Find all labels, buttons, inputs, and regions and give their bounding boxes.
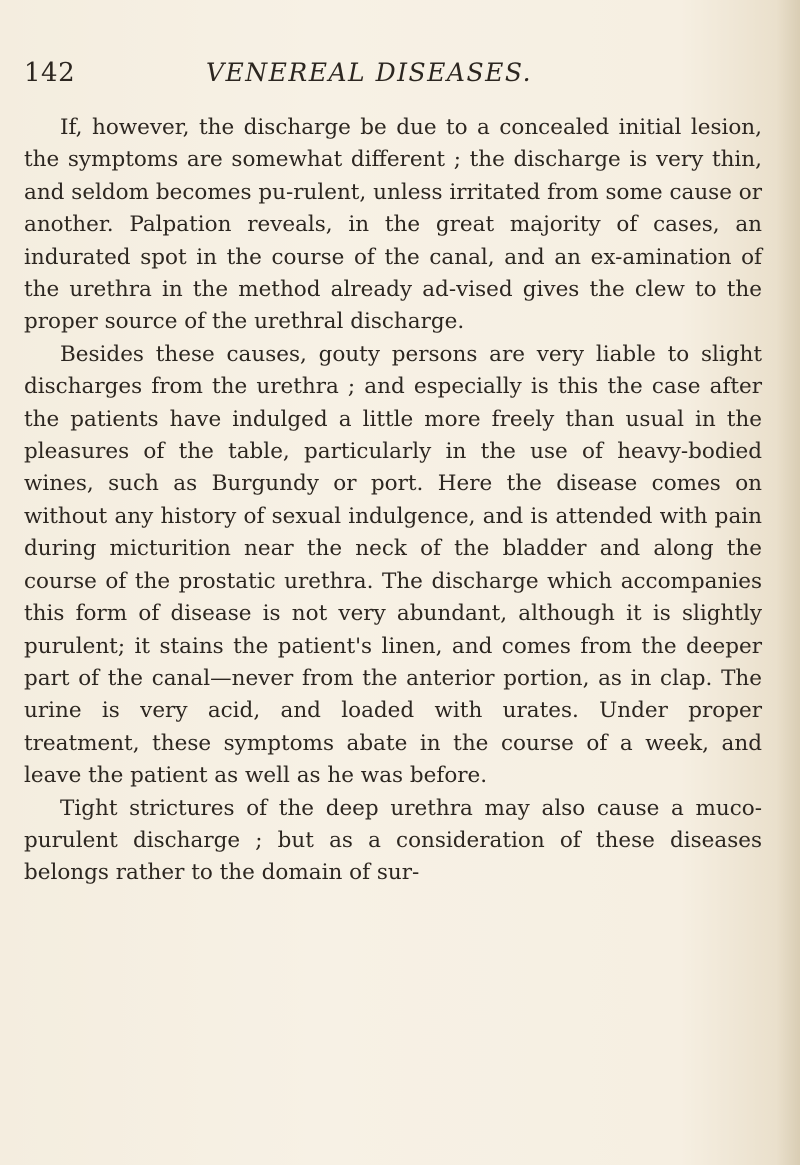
page-number: 142 bbox=[24, 58, 76, 88]
page-header bbox=[24, 58, 764, 94]
running-title: VENEREAL DISEASES. bbox=[206, 58, 533, 87]
paragraph-1: If, however, the discharge be due to a concealed initial lesion, the symptoms are somewhat different ; the discharge is very thin, and seldom becomes pu-rulent, unless irritated from some cause or another. Palpation reveals, in the great majority of cases, an indurated spot in the course of the canal, and an ex-amination of the urethra in the method already ad-vised gives the clew to the proper source of the urethral discharge. bbox=[24, 115, 762, 335]
paragraph-2: Besides these causes, gouty persons are very liable to slight discharges from the urethra ; and especially is this the case after the patients have indulged a little more freely than usual in the pleasures of the table, particularly in the use of heavy-bodied wines, such as Burgundy or port. Here the disease comes on without any history of sexual indulgence, and is attended with pain during micturition near the neck of the bladder and along the course of the prostatic urethra. The discharge which accompanies this form of disease is not very abundant, although it is slightly purulent; it stains the patient's linen, and comes from the deeper part of the canal—never from the anterior portion, as in clap. The urine is very acid, and loaded with urates. Under proper treatment, these symptoms abate in the course of a week, and leave the patient as well as he was before. bbox=[24, 341, 762, 789]
paragraph-3: Tight strictures of the deep urethra may also cause a muco-purulent discharge ; but as a consideration of these diseases belongs rather to the domain of sur- bbox=[24, 795, 762, 886]
body-text bbox=[24, 112, 762, 890]
